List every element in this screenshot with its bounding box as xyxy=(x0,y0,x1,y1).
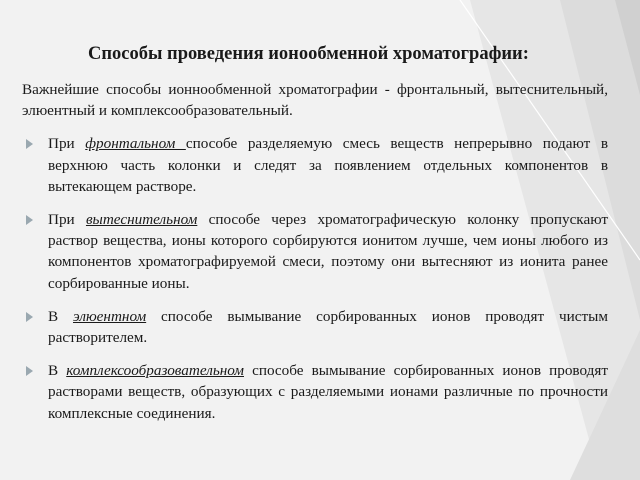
bullet-term: вытеснительном xyxy=(85,211,198,229)
triangle-right-icon xyxy=(26,312,33,322)
bullet-item-displacement xyxy=(22,209,608,294)
slide-body xyxy=(22,79,608,436)
triangle-right-icon xyxy=(26,366,33,376)
bullet-term: фронтальном xyxy=(85,135,186,153)
bullet-lead: При xyxy=(48,211,86,229)
bullet-term: комплексообразовательном xyxy=(66,362,244,380)
triangle-right-icon xyxy=(26,139,33,149)
bullet-text: способе вымывание сорбированных ионов проводят растворами веществ, образующих с разделяемыми ионами различные по прочности комплексные соединения. xyxy=(48,362,608,422)
bullet-lead: При xyxy=(48,135,86,153)
bullet-term: элюентном xyxy=(73,307,147,325)
intro-paragraph: Важнейшие способы ионнообменной хроматографии - фронтальный, вытеснительный, элюентный и комплексообразовательный. xyxy=(22,81,608,120)
bullet-text: способе через хроматографическую колонку пропускают раствор вещества, ионы которого сорбируются ионитом лучше, чем ионы любого из компонентов хроматографируемой смеси, поэтому они вытесняют из ионита ранее сорбированные ионы. xyxy=(48,211,608,292)
bullet-item-complexing xyxy=(22,360,608,424)
bullet-item-frontal xyxy=(22,133,608,197)
bullet-lead: В xyxy=(48,362,67,380)
triangle-right-icon xyxy=(26,215,33,225)
bullet-text: способе разделяемую смесь веществ непрерывно подают в верхнюю часть колонки и следят за появлением отдельных компонентов в вытекающем растворе. xyxy=(48,135,608,195)
bullet-lead: В xyxy=(48,307,74,325)
bullet-text: способе вымывание сорбированных ионов проводят чистым растворителем. xyxy=(48,307,608,347)
bullet-item-eluent xyxy=(22,306,608,348)
slide-title: Способы проведения ионообменной хроматографии: xyxy=(88,44,529,64)
